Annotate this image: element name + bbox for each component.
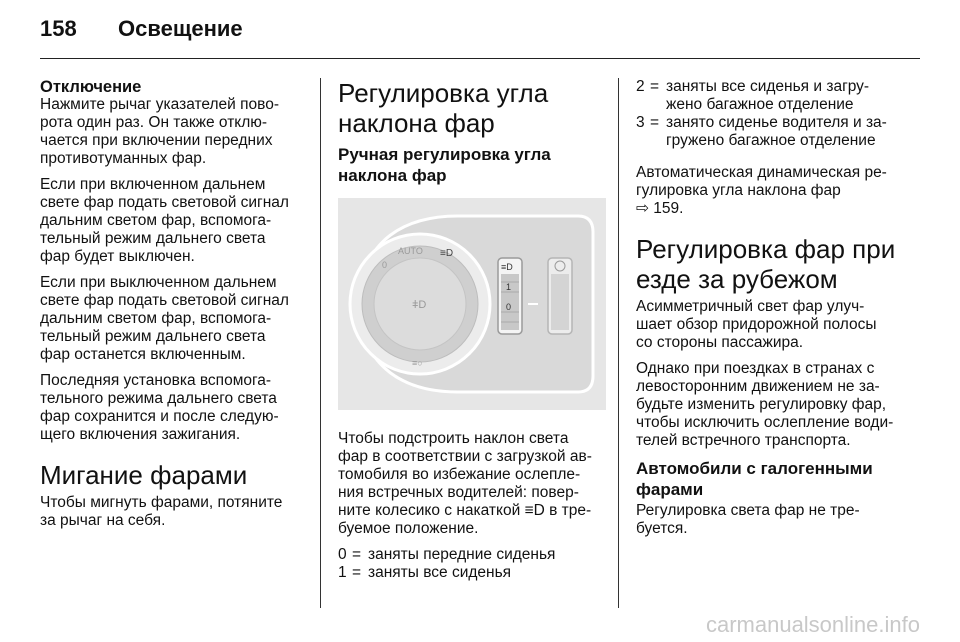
list-equals: = [650,114,660,131]
light-switch-illustration [338,198,606,410]
column-right [636,78,906,546]
section-title: Освещение [118,16,243,41]
load-list [636,78,906,150]
heading-off: Отключение [40,78,142,96]
wheel-label-0: 0 [506,302,512,312]
list-equals: = [352,564,362,581]
list-item [338,564,606,582]
paragraph: Последняя установка вспомога- тельного режима дальнего света фар сохранится и после следую- щего включения зажигания. [40,372,279,443]
heading-flash: Мигание фарами [40,460,248,490]
ring-label-low-beam: ≡D [440,248,454,259]
ring-label-off: 0 [382,260,388,270]
paragraph: Нажмите рычаг указателей пово- рота один раз. Он также отклю- чается при включении передних противотуманных фар. [40,96,279,167]
paragraph: Чтобы мигнуть фарами, потяните за рычаг на себя. [40,494,283,529]
wheel-label-symbol: ≡D [501,262,513,272]
list-key: 1 [338,564,347,581]
list-item [636,78,906,114]
load-list [338,546,606,582]
column-divider [320,78,321,608]
list-text: заняты все сиденья [368,564,512,581]
wheel-label-1: 1 [506,282,512,292]
column-left [40,78,308,538]
paragraph: Автоматическая динамическая ре- гулировка угла наклона фар ⇨ 159. [636,164,887,217]
paragraph: Асимметричный свет фар улуч- шает обзор придорожной полосы со стороны пассажира. [636,298,877,351]
column-middle [338,78,606,590]
list-text: занято сиденье водителя и за- гружено багажное отделение [666,114,887,149]
paragraph: Чтобы подстроить наклон света фар в соответствии с загрузкой ав- томобиля во избежание ослепле- ния встречных водителей: повер- ните колесико с накаткой ≡D в тре- буемое положение. [338,430,592,537]
ring-label-fog: ǂD [412,299,427,311]
list-item [338,546,606,564]
heading-halogen: Автомобили с галогенными фарами [636,459,873,499]
header-rule [40,58,920,59]
ring-label-side: ≡○ [412,358,423,368]
heading-abroad: Регулировка фар при езде за рубежом [636,234,896,294]
paragraph: Если при выключенном дальнем свете фар подать световой сигнал дальним светом фар, вспомога- тельный режим дальнего света фар останется включенным. [40,274,289,363]
list-key: 2 [636,78,645,95]
ring-label-auto: AUTO [398,246,423,256]
list-item [636,114,906,150]
heading-manual-range: Ручная регулировка угла наклона фар [338,145,551,185]
page-header [0,0,960,62]
watermark: carmanualsonline.info [705,612,920,637]
paragraph: Если при включенном дальнем свете фар подать световой сигнал дальним светом фар, вспомога- тельный режим дальнего света фар будет выключен. [40,176,289,265]
heading-headlight-range: Регулировка угла наклона фар [338,78,549,138]
list-equals: = [352,546,362,563]
light-switch-diagram [338,198,606,410]
list-key: 0 [338,546,347,563]
list-text: заняты передние сиденья [368,546,556,563]
list-key: 3 [636,114,645,131]
list-equals: = [650,78,660,95]
page-number: 158 [40,16,77,41]
column-divider [618,78,619,608]
paragraph: Регулировка света фар не тре- буется. [636,502,860,537]
list-text: заняты все сиденья и загру- жено багажное отделение [666,78,870,113]
paragraph: Однако при поездках в странах с левосторонним движением не за- будьте изменить регулировку фар, чтобы исключить ослепление води- телей встречного транспорта. [636,360,894,449]
